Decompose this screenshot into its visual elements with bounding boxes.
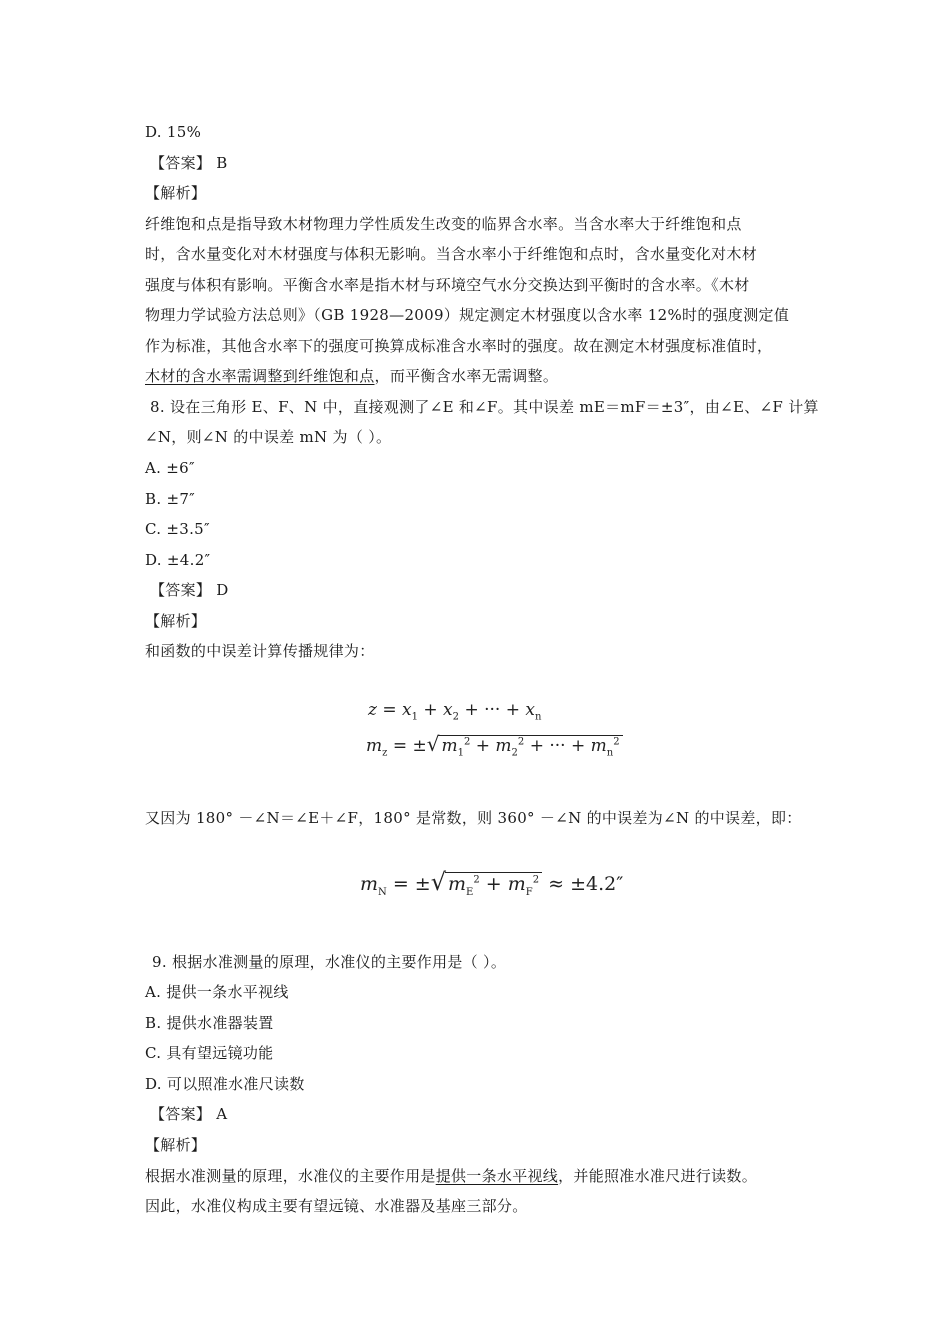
q9-analysis-line-1 [145, 1166, 757, 1186]
formula-sum: $z = x_1 + x_2$ + ··· + $x_n$ [368, 700, 542, 723]
q7-analysis-line-5: 作为标准，其他含水率下的强度可换算成标准含水率时的强度。故在测定木材强度标准值时， [145, 337, 773, 355]
q8-analysis-intro: 和函数的中误差计算传播规律为： [145, 642, 375, 660]
q9-analysis-line-2: 因此，水准仪构成主要有望远镜、水准器及基座三部分。 [145, 1197, 528, 1215]
q9-line1-after: ，并能照准水准尺进行读数。 [558, 1167, 758, 1185]
q8-option-c: C. ±3.5″ [145, 520, 210, 538]
q8-option-d: D. ±4.2″ [145, 551, 211, 569]
formula-error-propagation: $m_z$ = ±√ $m_1^2 + m_2^2$ + ··· + $m_n^2$ [366, 732, 623, 758]
q7-underlined-text: 木材的含水率需调整到纤维饱和点 [145, 367, 375, 385]
formula-result: $m_N$ = ±√ $m_E^2 + m_F^2 \approx \pm 4.2''$ [360, 868, 624, 898]
q7-analysis-line-1: 纤维饱和点是指导致木材物理力学性质发生改变的临界含水率。当含水率大于纤维饱和点 [145, 215, 742, 233]
q7-analysis-line-6 [145, 366, 558, 386]
q8-analysis-label: 【解析】 [145, 612, 207, 630]
q8-option-a: A. ±6″ [145, 459, 195, 477]
q9-option-d: D. 可以照准水准尺读数 [145, 1075, 305, 1093]
q9-underlined-text: 提供一条水平视线 [435, 1167, 559, 1185]
q9-stem: 9. 根据水准测量的原理，水准仪的主要作用是（ ）。 [152, 953, 507, 971]
q8-option-b: B. ±7″ [145, 490, 196, 508]
q7-answer: 【答案】 B [150, 154, 228, 172]
q9-analysis-label: 【解析】 [145, 1136, 207, 1154]
q7-analysis-line-2: 时，含水量变化对木材强度与体积无影响。当含水率小于纤维饱和点时，含水量变化对木材 [145, 245, 758, 263]
q9-option-a: A. 提供一条水平视线 [145, 983, 289, 1001]
q7-analysis-line-3: 强度与体积有影响。平衡含水率是指木材与环境空气水分交换达到平衡时的含水率。《木材 [145, 276, 750, 294]
q8-stem-line-1: 8. 设在三角形 E、F、N 中，直接观测了∠E 和∠F。其中误差 mE＝mF＝±3″，由∠E、∠F 计算 [150, 398, 819, 416]
q7-analysis-line-4: 物理力学试验方法总则》（GB 1928—2009）规定测定木材强度以含水率 12%时的强度测定值 [145, 306, 790, 324]
q7-option-d: D. 15% [145, 123, 202, 141]
q7-last-rest: ，而平衡含水率无需调整。 [374, 367, 559, 385]
q9-option-c: C. 具有望远镜功能 [145, 1044, 274, 1062]
q9-answer: 【答案】 A [150, 1105, 228, 1123]
q8-analysis-middle: 又因为 180° －∠N＝∠E＋∠F，180° 是常数，则 360° －∠N 的中误差为∠N 的中误差，即： [145, 809, 802, 827]
q9-option-b: B. 提供水准器装置 [145, 1014, 274, 1032]
q8-stem-line-2: ∠N，则∠N 的中误差 mN 为（ ）。 [145, 428, 392, 446]
q7-analysis-label: 【解析】 [145, 184, 207, 202]
q8-answer: 【答案】 D [150, 581, 229, 599]
q9-line1-before: 根据水准测量的原理，水准仪的主要作用是 [145, 1167, 436, 1185]
